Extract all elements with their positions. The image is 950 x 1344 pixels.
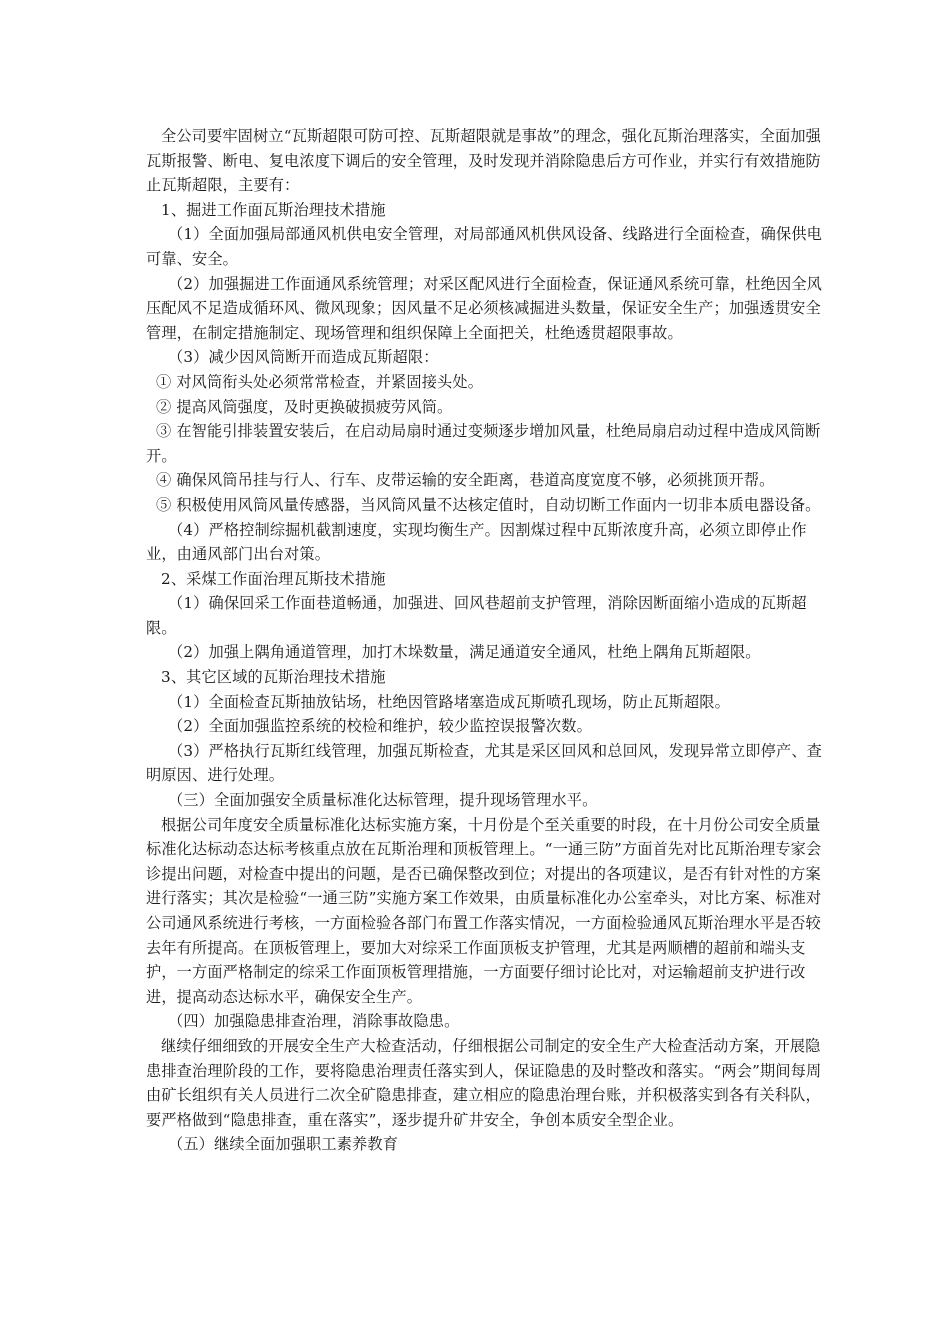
paragraph: （2）加强上隅角通道管理，加打木垛数量，满足通道安全通风，杜绝上隅角瓦斯超限。 [168, 643, 761, 662]
paragraph: ⑤ 积极使用风筒风量传感器，当风筒风量不达核定值时，自动切断工作面内一切非本质电器设备。 [156, 495, 821, 514]
paragraph: （1）全面检查瓦斯抽放钻场，杜绝因管路堵塞造成瓦斯喷孔现场，防止瓦斯超限。 [168, 692, 730, 711]
paragraph: （4）严格控制综掘机截割速度，实现均衡生产。因割煤过程中瓦斯浓度升高，必须立即停止作业，由通风部门出台对策。 [146, 520, 807, 564]
paragraph: ① 对风筒衔头处必须常常检查，并紧固接头处。 [156, 372, 484, 391]
paragraph: （1）全面加强局部通风机供电安全管理，对局部通风机供风设备、线路进行全面检查，确保供电可靠、安全。 [146, 225, 822, 268]
paragraph: 2、采煤工作面治理瓦斯技术措施 [161, 569, 386, 588]
paragraph: ④ 确保风筒吊挂与行人、行车、皮带运输的安全距离，巷道高度宽度不够，必须挑顶开帮。 [156, 471, 775, 490]
paragraph: （五）继续全面加强职工素养教育 [168, 1135, 399, 1154]
paragraph: 根据公司年度安全质量标准化达标实施方案，十月份是个至关重要的时段，在十月份公司安全质量标准化达标动态达标考核重点放在瓦斯治理和顶板管理上。“一通三防”方面首先对比瓦斯治理专家会诊提出问题，对检查中提出的问题，是否已确保整改到位；对提出的各项建议，是否有针对性的方案进行落实；其次是检验“一通三防”实施方案工作效果，由质量标准化办公室牵头，对比方案、标准对公司通风系统进行考核，一方面检验各部门布置工作落实情况，一方面检验通风瓦斯治理水平是否较去年有所提高。在顶板管理上，要加大对综采工作面顶板支护管理，尤其是两顺槽的超前和端头支护，一方面严格制定的综采工作面顶板管理措施，一方面要仔细讨论比对，对运输超前支护进行改进，提高动态达标水平，确保安全生产。 [146, 815, 822, 1006]
paragraph: （1）确保回采工作面巷道畅通，加强进、回风巷超前支护管理，消除因断面缩小造成的瓦斯超限。 [146, 594, 807, 637]
paragraph: 全公司要牢固树立“瓦斯超限可防可控、瓦斯超限就是事故”的理念，强化瓦斯治理落实，全面加强瓦斯报警、断电、复电浓度下调后的安全管理，及时发现并消除隐患后方可作业，并实行有效措施防止瓦斯超限，主要有： [146, 127, 822, 195]
paragraph: （三）全面加强安全质量标准化达标管理，提升现场管理水平。 [168, 791, 598, 810]
paragraph: ③ 在智能引排装置安装后，在启动局扇时通过变频逐步增加风量，杜绝局扇启动过程中造成风筒断开。 [146, 422, 821, 465]
paragraph: （2）加强掘进工作面通风系统管理；对采区配风进行全面检查，保证通风系统可靠，杜绝因全风压配风不足造成循环风、微风现象；因风量不足必须核减掘进头数量，保证安全生产；加强透贯安全管理，在制定措施制定、现场管理和组织保障上全面把关，杜绝透贯超限事故。 [146, 274, 822, 342]
paragraph: （3）严格执行瓦斯红线管理，加强瓦斯检查，尤其是采区回风和总回风，发现异常立即停产、查明原因、进行处理。 [146, 741, 822, 785]
paragraph: 1、掘进工作面瓦斯治理技术措施 [161, 200, 386, 219]
paragraph: 继续仔细细致的开展安全生产大检查活动，仔细根据公司制定的安全生产大检查活动方案，开展隐患排查治理阶段的工作，要将隐患治理责任落实到人，保证隐患的及时整改和落实。“两会”期间每周由矿长组织有关人员进行二次全矿隐患排查，建立相应的隐患治理台账，并积极落实到各有关科队，要严格做到“隐患排查，重在落实”，逐步提升矿井安全，争创本质安全型企业。 [146, 1036, 822, 1129]
paragraph: （3）减少因风筒断开而造成瓦斯超限： [168, 348, 439, 367]
paragraph: （四）加强隐患排查治理，消除事故隐患。 [168, 1012, 460, 1031]
paragraph: 3、其它区域的瓦斯治理技术措施 [161, 668, 386, 687]
document-body [146, 124, 826, 1157]
paragraph: ② 提高风筒强度，及时更换破损疲劳风筒。 [156, 397, 453, 416]
paragraph: （2）全面加强监控系统的校检和维护，较少监控误报警次数。 [168, 717, 592, 736]
